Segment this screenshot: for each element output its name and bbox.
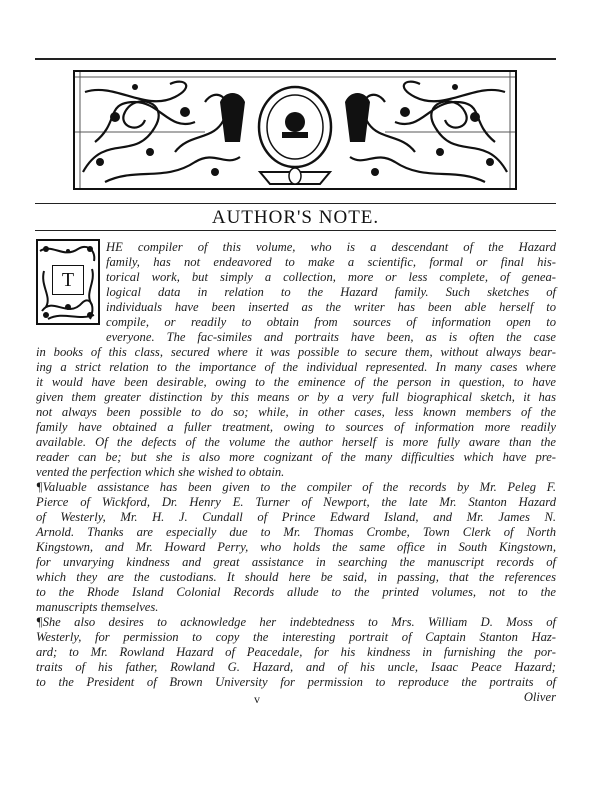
text-line: reader can be; but she is also more cognizant of the many difficulties which have pre- xyxy=(36,450,556,464)
text-line: manuscripts themselves. xyxy=(36,600,159,614)
text-line: logical data in relation to the Hazard family. Such sketches of xyxy=(106,285,556,299)
text-line: for unvarying kindness and great assistance in searching the manuscript records of xyxy=(36,555,556,569)
text-line: compile, or readily to obtain from sources of information open to xyxy=(106,315,556,329)
text-line: everyone. The fac-similes and portraits have been, as is often the case xyxy=(106,330,556,344)
text-line: given them greater distinction by this means or by a very full biographical sketch, it has xyxy=(36,390,556,404)
text-line: Pierce of Wickford, Dr. Henry E. Turner of Newport, the late Mr. Stanton Hazard xyxy=(36,495,556,509)
text-line: of Westerly, Mr. H. J. Cundall of Prince Edward Island, and Mr. James N. xyxy=(36,510,556,524)
text-line: not always been possible to do so; while, in other cases, less known members of the xyxy=(36,405,556,419)
text-line: it would have been desirable, owing to the eminence of the person in question, to have xyxy=(36,375,556,389)
text-line: to the President of Brown University for permission to reproduce the portraits of xyxy=(36,675,556,689)
page-heading: AUTHOR'S NOTE. xyxy=(211,207,380,228)
text-line: Westerly, for permission to copy the interesting portrait of Captain Stanton Haz- xyxy=(36,630,556,644)
page-number: v xyxy=(254,692,260,706)
text-line: ing a strict relation to the importance of the individual represented. In many cases where xyxy=(36,360,556,374)
text-line: ¶Valuable assistance has been given to the compiler of the records by Mr. Peleg F. xyxy=(36,480,556,494)
text-line: torical work, but simply a collection, more or less complete, of genea- xyxy=(106,270,556,284)
text-line: in books of this class, secured where it was possible to secure them, without always bear- xyxy=(36,345,556,359)
text-line: family have obtained a fuller treatment, owing to sources of information more readily xyxy=(36,420,556,434)
text-line: family, has not endeavored to make a scientific, formal or final his- xyxy=(106,255,556,269)
heading-rule-top xyxy=(35,203,556,204)
catchword: Oliver xyxy=(523,690,556,704)
text-line: Kingstown, and Mr. Howard Perry, who holds the same office in South Kingstown, xyxy=(36,540,556,554)
text-line: available. Of the defects of the volume the author herself is more fully aware than the xyxy=(36,435,556,449)
drop-cap-letter: T xyxy=(52,265,84,295)
ornamental-drop-cap xyxy=(36,239,100,325)
text-line: Arnold. Thanks are especially due to Mr. Thomas Crombe, Town Clerk of North xyxy=(36,525,556,539)
ornamental-headpiece xyxy=(73,70,517,190)
text-line: individuals have been inserted as the writer has been able herself to xyxy=(106,300,556,314)
heading-rule-bottom xyxy=(35,230,556,231)
text-line: to the Rhode Island Colonial Records allude to the printed volumes, not to the xyxy=(36,585,556,599)
text-line: which they are the custodians. It should here be said, in passing, that the references xyxy=(36,570,556,584)
text-line: traits of his father, Rowland G. Hazard, and of his uncle, Isaac Peace Hazard; xyxy=(36,660,556,674)
text-line: ¶She also desires to acknowledge her indebtedness to Mrs. William D. Moss of xyxy=(36,615,556,629)
text-line: ard; to Mr. Rowland Hazard of Peacedale, for his kindness in furnishing the por- xyxy=(36,645,556,659)
text-line: vented the perfection which she wished to obtain. xyxy=(36,465,285,479)
text-line: HE compiler of this volume, who is a descendant of the Hazard xyxy=(106,240,556,254)
top-rule xyxy=(35,58,556,60)
